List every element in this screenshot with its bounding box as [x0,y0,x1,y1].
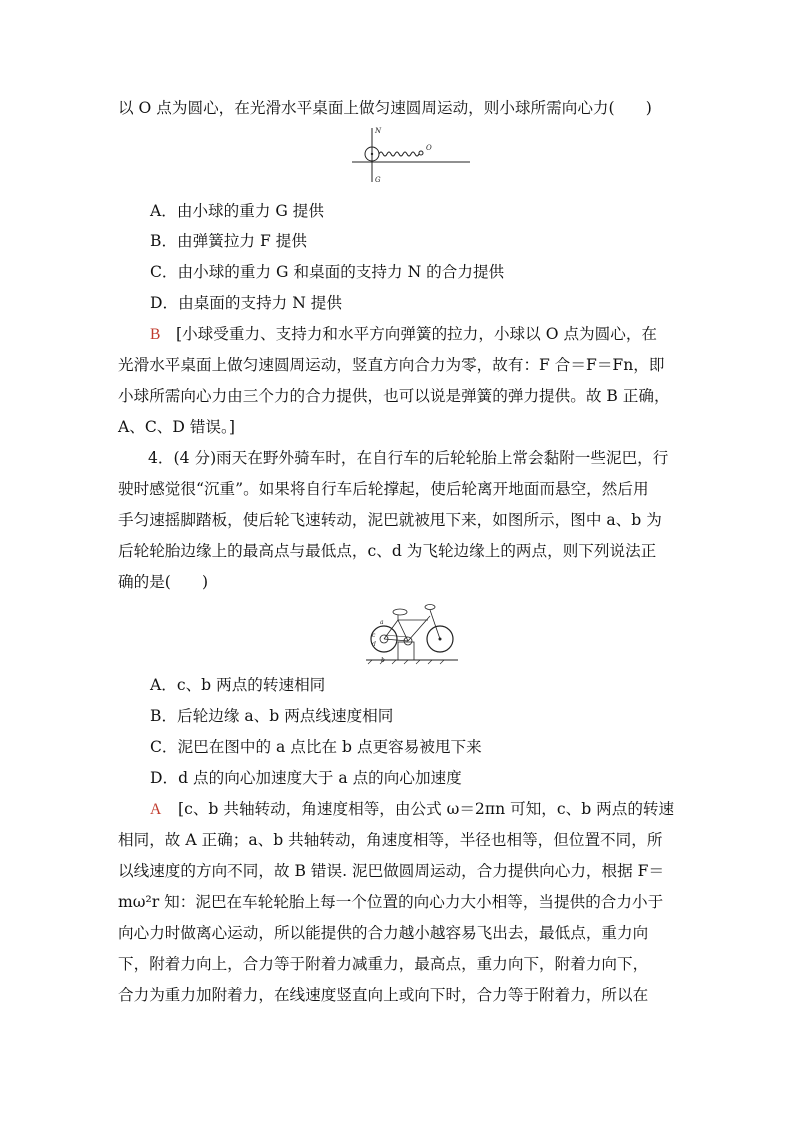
q3-option-b: B．由弹簧拉力 F 提供 [150,232,307,250]
q4-explanation-line-2: 相同，故 A 正确；a、b 共轴转动，角速度相等，半径也相等，但位置不同，所 [118,831,663,849]
q3-explanation-line-3: 小球所需向心力由三个力的合力提供，也可以说是弹簧的弹力提供。故 B 正确， [118,387,670,405]
q3-answer: B [150,326,161,343]
label-a: a [380,619,384,626]
label-d: d [372,641,376,648]
q3-option-a: A．由小球的重力 G 提供 [150,202,324,220]
label-o: O [426,144,432,152]
q4-option-a: A．c、b 两点的转速相同 [150,676,326,694]
label-c: c [372,632,376,639]
q4-explanation-line-1: [c、b 共轴转动，角速度相等，由公式 ω＝2πn 可知，c、b 两点的转速 [178,800,675,818]
q4-option-c: C．泥巴在图中的 a 点比在 b 点更容易被甩下来 [150,738,482,756]
label-n: N [375,127,382,135]
bicycle-figure [364,602,460,666]
q3-option-d: D．由桌面的支持力 N 提供 [150,294,342,312]
q4-stem-line-5: 确的是( ) [118,573,209,591]
q4-explanation-line-6: 下，附着力向上，合力等于附着力减重力，最高点，重力向下，附着力向下， [118,955,649,973]
q4-stem-line-1: 4．(4 分)雨天在野外骑车时，在自行车的后轮轮胎上常会黏附一些泥巴，行 [148,449,669,467]
q4-option-d: D．d 点的向心加速度大于 a 点的向心加速度 [150,769,462,787]
q3-stem-tail: 以 O 点为圆心，在光滑水平桌面上做匀速圆周运动，则小球所需向心力( ) [118,99,652,117]
spring-ball-figure [352,126,472,188]
q4-explanation-line-5: 向心力时做离心运动，所以能提供的合力越小越容易飞出去，最低点，重力向 [118,924,649,942]
q4-explanation-line-4: mω²r 知：泥巴在车轮轮胎上每一个位置的向心力大小相等，当提供的合力小于 [118,893,664,911]
q4-explanation-line-7: 合力为重力加附着力，在线速度竖直向上或向下时，合力等于附着力，所以在 [118,986,649,1004]
q4-stem-line-4: 后轮轮胎边缘上的最高点与最低点，c、d 为飞轮边缘上的两点，则下列说法正 [118,542,657,560]
q3-explanation-line-2: 光滑水平桌面上做匀速圆周运动，竖直方向合力为零，故有：F 合＝F＝Fn，即 [118,356,665,374]
q3-explanation-line-1: [小球受重力、支持力和水平方向弹簧的拉力，小球以 O 点为圆心，在 [176,325,658,343]
q4-option-b: B．后轮边缘 a、b 两点线速度相同 [150,707,394,725]
q4-answer: A [150,801,162,818]
label-g: G [375,176,381,184]
q4-explanation-line-3: 以线速度的方向不同，故 B 错误. 泥巴做圆周运动，合力提供向心力，根据 F＝ [118,862,665,880]
label-b: b [381,657,385,664]
q4-stem-line-3: 手匀速摇脚踏板，使后轮飞速转动，泥巴就被甩下来，如图所示，图中 a、b 为 [118,511,662,529]
q3-explanation-line-4: A、C、D 错误。] [118,418,235,436]
q3-option-c: C．由小球的重力 G 和桌面的支持力 N 的合力提供 [150,263,505,281]
q4-stem-line-2: 驶时感觉很“沉重”。如果将自行车后轮撑起，使后轮离开地面而悬空，然后用 [118,480,649,498]
